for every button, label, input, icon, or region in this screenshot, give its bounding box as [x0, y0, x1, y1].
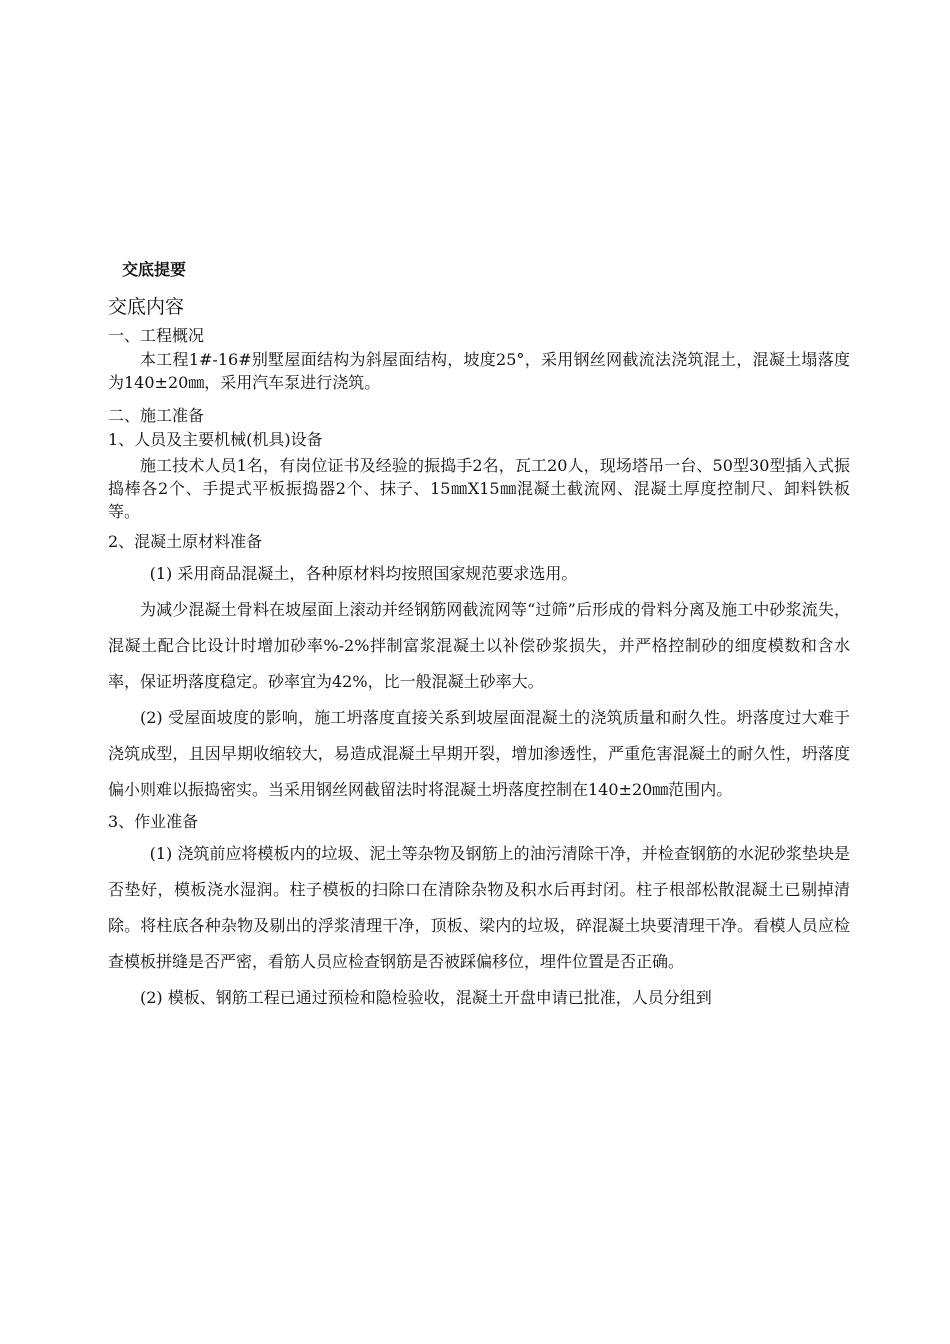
section-heading-preparation: 二、施工准备	[108, 406, 205, 425]
summary-label: 交底提要	[122, 260, 187, 279]
overview-paragraph: 本工程1#-16#别墅屋面结构为斜屋面结构，坡度25°，采用钢丝网截流法浇筑混土，混凝土塌落度为140±20㎜，采用汽车泵进行浇筑。	[108, 350, 850, 392]
content-heading: 交底内容	[108, 296, 185, 318]
work-prep-item-1: (1) 浇筑前应将模板内的垃圾、泥土等杂物及钢筋上的油污清除干净，并检查钢筋的水泥砂浆垫块是否垫好，模板浇水湿润。柱子模板的扫除口在清除杂物及积水后再封闭。柱子根部松散混凝土已剔掉清除。将柱底各种杂物及剔出的浮浆清理干净，顶板、梁内的垃圾，碎混凝土块要清理干净。看模人员应检查模板拼缝是否严密，看筋人员应检查钢筋是否被踩偏移位，埋件位置是否正确。	[108, 844, 850, 971]
subheading-personnel-equipment: 1、人员及主要机械(机具)设备	[108, 430, 323, 449]
personnel-equipment-paragraph: 施工技术人员1名，有岗位证书及经验的振捣手2名，瓦工20人，现场塔吊一台、50型30型插入式振捣棒各2个、手提式平板振捣器2个、抹子、15㎜X15㎜混凝土截流网、混凝土厚度控制尺、卸料铁板等。	[108, 456, 850, 521]
materials-item-1: (1) 采用商品混凝土，各种原材料均按照国家规范要求选用。	[149, 564, 578, 583]
subheading-concrete-materials: 2、混凝土原材料准备	[108, 532, 263, 551]
work-prep-item-2: (2) 模板、钢筋工程已通过预检和隐检验收，混凝土开盘申请已批准，人员分组到	[140, 988, 712, 1007]
materials-item-2: (2) 受屋面坡度的影响，施工坍落度直接关系到坡屋面混凝土的浇筑质量和耐久性。坍落度过大难于浇筑成型，且因早期收缩较大，易造成混凝土早期开裂，增加渗透性，严重危害混凝土的耐久性，坍落度偏小则难以振捣密实。当采用钢丝网截留法时将混凝土坍落度控制在140±20㎜范围内。	[108, 708, 850, 799]
section-heading-overview: 一、工程概况	[108, 326, 205, 345]
document-body	[108, 324, 850, 1016]
subheading-work-preparation: 3、作业准备	[108, 812, 199, 831]
materials-item-1-detail: 为减少混凝土骨料在坡屋面上滚动并经钢筋网截流网等“过筛”后形成的骨料分离及施工中砂浆流失，混凝土配合比设计时增加砂率%-2%拌制富浆混凝土以补偿砂浆损失，并严格控制砂的细度模数和含水率，保证坍落度稳定。砂率宜为42%，比一般混凝土砂率大。	[108, 600, 850, 691]
